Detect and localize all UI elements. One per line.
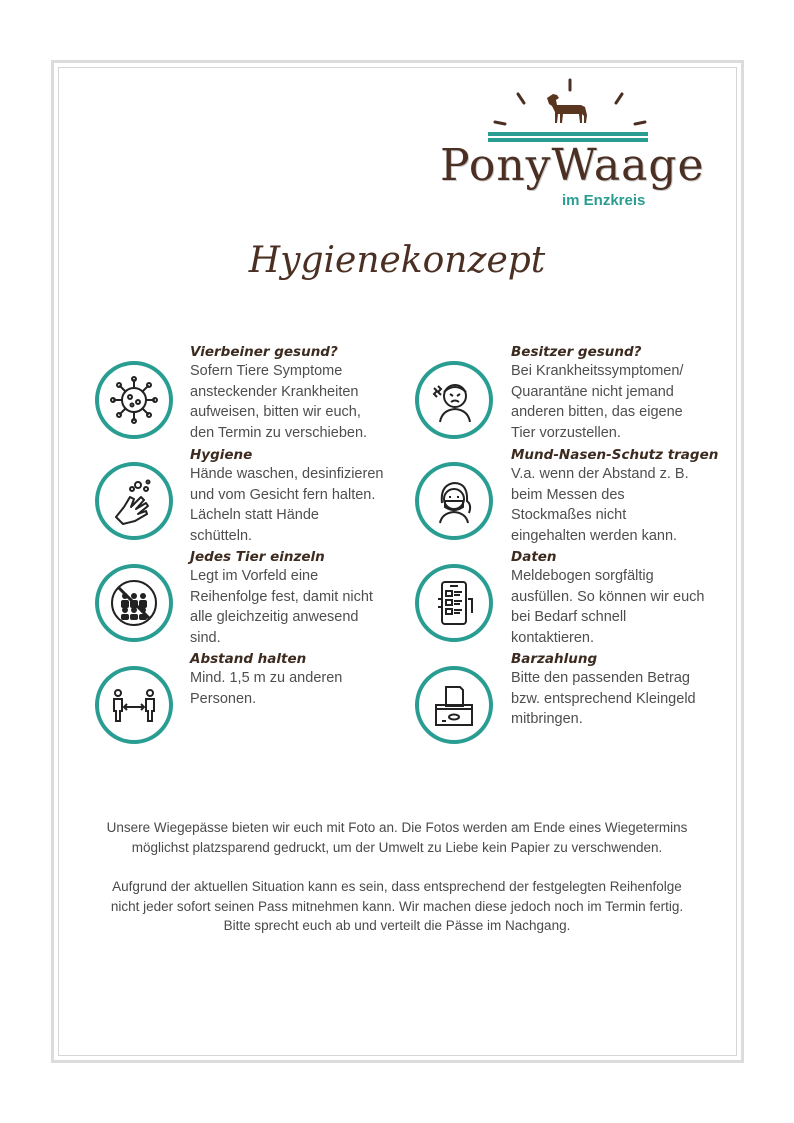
text-line: eingehalten werden kann.: [511, 527, 678, 544]
item-heading: Jedes Tier einzeln: [190, 549, 325, 565]
footer-paragraph-photos: [70, 818, 724, 857]
item-heading: Abstand halten: [190, 651, 307, 667]
text-line: nicht jeder sofort seinen Pass mitnehmen kann. Wir machen diese jedoch noch im Termin fertig.: [110, 898, 684, 914]
footer-paragraph-situation: [70, 877, 724, 936]
text-line: Bitte sprecht euch ab und verteilt die Pässe im Nachgang.: [223, 918, 571, 933]
text-line: ausfüllen. So können wir euch: [511, 588, 705, 605]
text-line: Meldebogen sorgfältig: [511, 568, 654, 584]
text-line: aufweisen, bitten wir euch,: [190, 404, 361, 420]
logo: [440, 76, 730, 216]
logo-bar: [488, 132, 648, 136]
text-line: Mind. 1,5 m zu anderen: [190, 670, 343, 686]
text-line: Personen.: [190, 690, 257, 707]
item-text: [190, 464, 430, 546]
text-line: bei Bedarf schnell: [511, 609, 627, 625]
text-line: Sofern Tiere Symptome: [190, 363, 343, 379]
text-line: den Termin zu verschieben.: [190, 424, 368, 441]
text-line: und vom Gesicht fern halten.: [190, 486, 376, 503]
item-heading: Barzahlung: [511, 651, 598, 667]
virus-icon: [95, 361, 173, 439]
list-item: [511, 650, 751, 730]
text-line: möglichst platzsparend gedruckt, um der Umwelt zu Liebe kein Papier zu verschwenden.: [131, 839, 663, 855]
text-line: ansteckender Krankheiten: [190, 383, 359, 400]
text-line: V.a. wenn der Abstand z. B.: [511, 466, 689, 482]
text-line: alle gleichzeitig anwesend: [190, 609, 359, 625]
item-text: [511, 464, 751, 546]
item-heading: Daten: [511, 549, 557, 565]
text-line: kontaktieren.: [511, 629, 595, 646]
list-item: [511, 548, 751, 648]
item-heading: Mund-Nasen-Schutz tragen: [511, 447, 719, 463]
page-title: Hygienekonzept: [248, 240, 546, 281]
text-line: Bitte den passenden Betrag: [511, 670, 690, 686]
list-item: [190, 548, 430, 648]
text-line: anderen bitten, das eigene: [511, 404, 683, 420]
text-line: bzw. entsprechend Kleingeld: [511, 690, 696, 707]
logo-brand: PonyWaage: [440, 140, 705, 191]
hand-wash-icon: [95, 462, 173, 540]
text-line: Reihenfolge fest, damit nicht: [190, 588, 373, 605]
list-item: [511, 343, 751, 443]
pony-sunrise-icon: [485, 76, 655, 134]
list-item: [190, 650, 430, 709]
list-item: [190, 446, 430, 546]
text-line: sind.: [190, 629, 221, 646]
item-text: [511, 566, 751, 648]
text-line: Tier vorzustellen.: [511, 424, 621, 441]
item-heading: Besitzer gesund?: [511, 344, 642, 360]
text-line: Bei Krankheitssymptomen/: [511, 363, 684, 379]
text-line: Unsere Wiegepässe bieten wir euch mit Foto an. Die Fotos werden am Ende eines Wiegetermins: [106, 820, 688, 835]
text-line: Lächeln statt Hände: [190, 507, 319, 523]
item-text: [190, 566, 430, 648]
list-item: [190, 343, 430, 443]
item-heading: Vierbeiner gesund?: [190, 344, 338, 360]
item-heading: Hygiene: [190, 447, 253, 463]
logo-subtitle: im Enzkreis: [562, 192, 646, 209]
distance-icon: [95, 666, 173, 744]
text-line: Quarantäne nicht jemand: [511, 383, 674, 400]
text-line: mitbringen.: [511, 711, 583, 727]
item-text: [511, 668, 751, 730]
list-item: [511, 446, 751, 546]
text-line: Aufgrund der aktuellen Situation kann es sein, dass entsprechend der festgelegten Reihenfolge: [112, 879, 682, 894]
text-line: Hände waschen, desinfizieren: [190, 466, 384, 482]
no-crowd-icon: [95, 564, 173, 642]
text-line: Stockmaßes nicht: [511, 507, 627, 523]
item-text: [190, 361, 430, 443]
item-text: [190, 668, 430, 709]
text-line: schütteln.: [190, 527, 253, 544]
text-line: beim Messen des: [511, 486, 625, 503]
item-text: [511, 361, 751, 443]
text-line: Legt im Vorfeld eine: [190, 568, 319, 584]
